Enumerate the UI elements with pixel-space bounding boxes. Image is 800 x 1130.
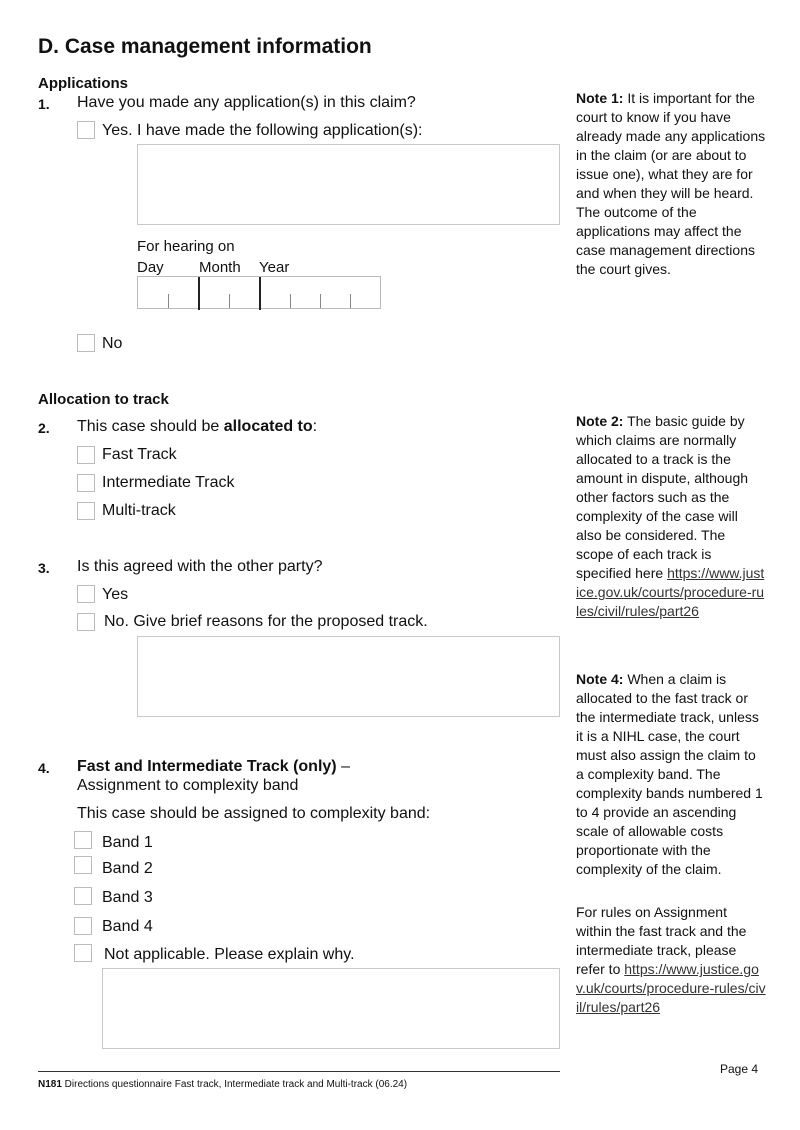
date-digit-divider: [290, 294, 291, 308]
section-title-applications: Applications: [38, 75, 129, 92]
date-digit-divider: [168, 294, 169, 308]
month-label: Month: [199, 259, 241, 276]
agreed-yes-label: Yes: [102, 586, 129, 603]
multi-track-label: Multi-track: [102, 502, 176, 519]
note-4-link[interactable]: https://www.justice.gov.uk/courts/procedure-rules/civil/rules/part26: [576, 961, 766, 1015]
agreed-no-label: No. Give brief reasons for the proposed track.: [104, 613, 428, 630]
date-digit-divider: [350, 294, 351, 308]
intermediate-track-label: Intermediate Track: [102, 474, 235, 491]
applications-no-checkbox[interactable]: [77, 334, 95, 352]
question-number-1: 1.: [38, 96, 50, 112]
question-number-4: 4.: [38, 760, 50, 776]
band-1-label: Band 1: [102, 834, 153, 851]
year-label: Year: [259, 259, 290, 276]
track-reasons-textarea[interactable]: [137, 636, 560, 717]
band-3-checkbox[interactable]: [74, 887, 92, 905]
band-4-checkbox[interactable]: [74, 917, 92, 935]
agreed-no-checkbox[interactable]: [77, 613, 95, 631]
fast-track-checkbox[interactable]: [77, 446, 95, 464]
page-number: Page 4: [720, 1062, 759, 1076]
applications-no-label: No: [102, 335, 123, 352]
applications-details-textarea[interactable]: [137, 144, 560, 225]
note-4: Note 4: When a claim is allocated to the fast track or the intermediate track, unless it is a NIHL case, the court must also assign the claim to a complexity band. The complexity bands numbered 1 to 4 provide an ascending scale of allowable costs proportionate with the complexity of the claim.: [576, 671, 763, 877]
band-4-label: Band 4: [102, 918, 153, 935]
question-3-text: Is this agreed with the other party?: [77, 558, 323, 575]
date-digit-divider: [320, 294, 321, 308]
band-1-checkbox[interactable]: [74, 831, 92, 849]
not-applicable-checkbox[interactable]: [74, 944, 92, 962]
question-4-subtitle: Assignment to complexity band: [77, 777, 299, 794]
page-title: D. Case management information: [38, 35, 372, 58]
fast-track-label: Fast Track: [102, 446, 177, 463]
hearing-label: For hearing on: [137, 238, 235, 255]
note-4-rules: For rules on Assignment within the fast track and the intermediate track, please refer to https://www.justice.gov.uk/courts/procedure-rules/civil/rules/part26: [576, 904, 766, 1015]
section-title-allocation: Allocation to track: [38, 391, 169, 408]
band-2-label: Band 2: [102, 860, 153, 877]
date-digit-divider: [229, 294, 230, 308]
question-2-text: This case should be allocated to:: [77, 418, 318, 435]
question-number-2: 2.: [38, 420, 50, 436]
date-day-month-separator: [198, 277, 200, 310]
day-label: Day: [137, 259, 164, 276]
multi-track-checkbox[interactable]: [77, 502, 95, 520]
not-applicable-label: Not applicable. Please explain why.: [104, 946, 355, 963]
hearing-date-field[interactable]: [137, 276, 381, 309]
not-applicable-reasons-textarea[interactable]: [102, 968, 560, 1049]
intermediate-track-checkbox[interactable]: [77, 474, 95, 492]
note-1: Note 1: It is important for the court to know if you have already made any applications in the claim (or are about to issue one), what they are for and when they will be heard. The outcome of the applications may affect the case management directions the court gives.: [576, 90, 766, 277]
band-3-label: Band 3: [102, 889, 153, 906]
question-1-text: Have you made any application(s) in this claim?: [77, 94, 416, 111]
applications-yes-checkbox[interactable]: [77, 121, 95, 139]
footer-divider: [38, 1071, 560, 1072]
note-2: Note 2: The basic guide by which claims are normally allocated to a track is the amount in dispute, although other factors such as the complexity of the case will also be considered. The scope of each track is specified here https://www.justice.gov.uk/courts/procedure-rules/civil/rules/part26: [576, 413, 765, 619]
agreed-yes-checkbox[interactable]: [77, 585, 95, 603]
note-2-link[interactable]: https://www.justice.gov.uk/courts/procedure-rules/civil/rules/part26: [576, 565, 765, 619]
band-2-checkbox[interactable]: [74, 856, 92, 874]
date-month-year-separator: [259, 277, 261, 310]
footer-form-info: N181 Directions questionnaire Fast track, Intermediate track and Multi-track (06.24): [38, 1079, 408, 1090]
question-number-3: 3.: [38, 560, 50, 576]
question-4-prompt: This case should be assigned to complexity band:: [77, 805, 431, 822]
question-4-title: Fast and Intermediate Track (only) –: [77, 758, 350, 775]
applications-yes-label: Yes. I have made the following application(s):: [102, 122, 423, 139]
